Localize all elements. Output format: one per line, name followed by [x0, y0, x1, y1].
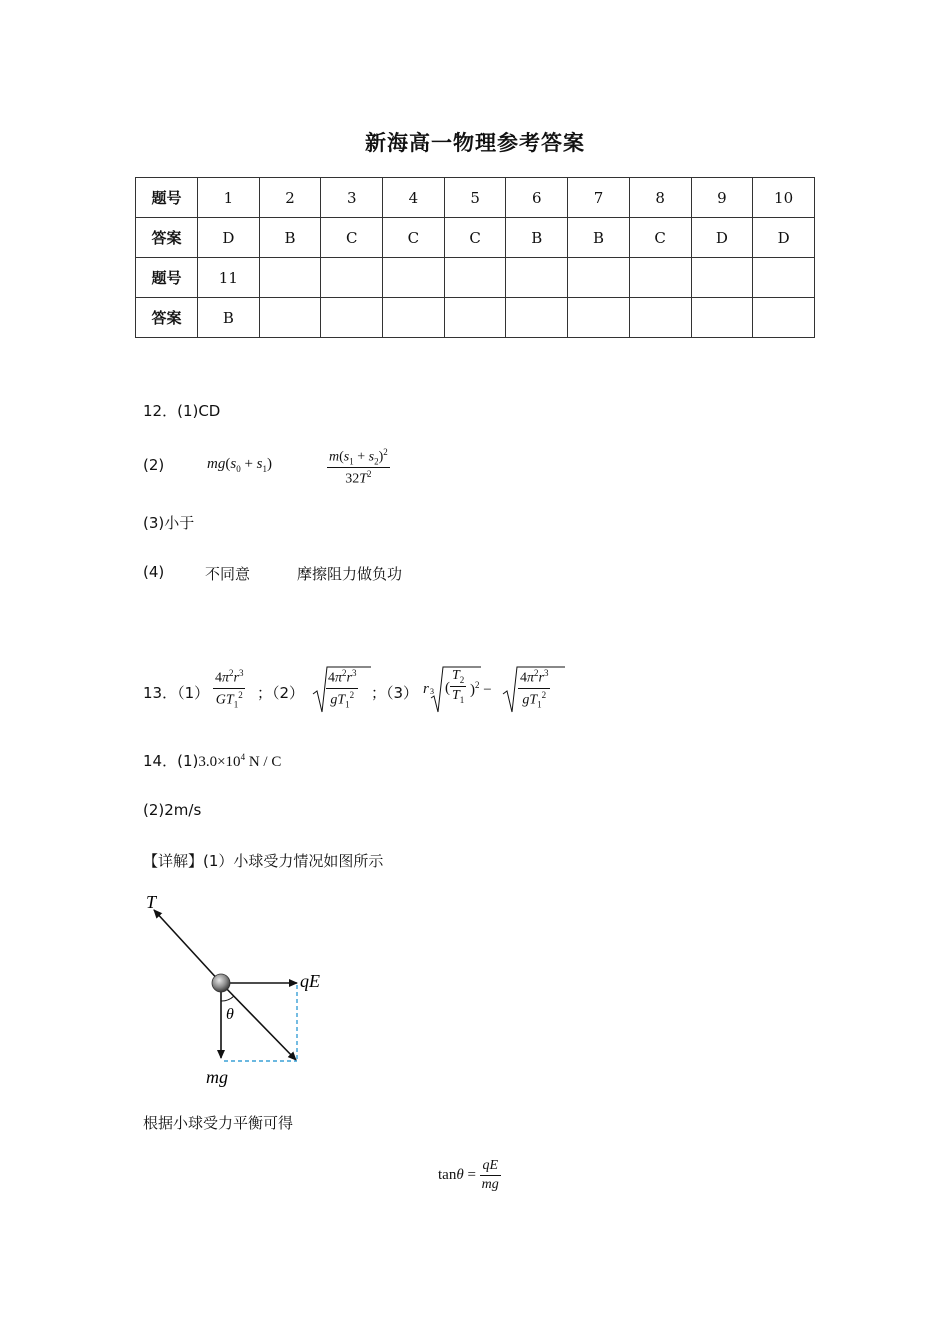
table-cell: [506, 298, 568, 338]
q13-answer-3-lparen: (: [445, 680, 450, 696]
q13-line: [143, 664, 593, 720]
table-cell: 10: [753, 178, 815, 218]
q14-part1-value: $3.0\times 10^4$ N / C: [198, 752, 282, 770]
table-cell: B: [259, 218, 321, 258]
table-cell: 6: [506, 178, 568, 218]
q13-answer-3-r: r: [423, 681, 429, 697]
q13-answer-1: $\frac{4\pi^2r^3}{GT_1^2}$: [215, 668, 244, 710]
table-cell: C: [321, 218, 383, 258]
q14-part1: [143, 750, 281, 771]
table-cell: 9: [691, 178, 753, 218]
table-cell: 8: [629, 178, 691, 218]
table-cell: [691, 298, 753, 338]
q12-part1: 12．(1)CD: [143, 402, 221, 420]
q14-detail: 【详解】(1）小球受力情况如图所示: [143, 852, 384, 870]
tan-formula-frac: $\frac{qE}{mg}$: [481, 1158, 499, 1192]
answer-table: [135, 177, 815, 338]
q12-part2-expr-a: $mg(s_0 + s_1)$: [207, 456, 272, 474]
table-cell: 5: [444, 178, 506, 218]
svg-text:3: 3: [430, 687, 434, 696]
row-header: 答案: [136, 298, 198, 338]
q12-part4-b: 摩擦阻力做负功: [297, 565, 403, 583]
q12-part3: (3)小于: [143, 514, 195, 532]
table-cell: 1: [198, 178, 260, 218]
table-cell: [444, 298, 506, 338]
table-cell: 3: [321, 178, 383, 218]
table-cell: D: [691, 218, 753, 258]
q13-label: 13．（1）: [143, 684, 210, 702]
label-qE: qE: [300, 971, 320, 991]
table-cell: 2: [259, 178, 321, 218]
q12-part4-label: (4): [143, 563, 165, 581]
q12-part2: [143, 447, 543, 487]
page-title: 新海高一物理参考答案: [365, 131, 585, 155]
label-mg: mg: [206, 1067, 228, 1087]
table-cell: D: [753, 218, 815, 258]
q12-part2-label: (2): [143, 456, 165, 474]
table-cell: B: [506, 218, 568, 258]
table-cell: [383, 298, 445, 338]
table-row: [136, 298, 815, 338]
table-cell: [383, 258, 445, 298]
table-cell: [568, 298, 630, 338]
table-row: [136, 258, 815, 298]
table-cell: [753, 298, 815, 338]
row-header: 答案: [136, 218, 198, 258]
tan-formula: tanθ = $\frac{qE}{mg}$: [438, 1158, 499, 1192]
table-cell: B: [198, 298, 260, 338]
table-cell: C: [629, 218, 691, 258]
table-cell: [259, 298, 321, 338]
table-cell: [506, 258, 568, 298]
table-cell: [259, 258, 321, 298]
force-diagram: [140, 888, 340, 1088]
q14-part2: (2)2m/s: [143, 801, 202, 819]
q14-balance: 根据小球受力平衡可得: [143, 1114, 294, 1132]
label-theta: θ: [226, 1006, 234, 1023]
table-cell: 7: [568, 178, 630, 218]
table-cell: [629, 258, 691, 298]
q13-answer-3-ratio: $\frac{T_2}{T_1}$: [452, 668, 465, 705]
ball: [212, 974, 230, 992]
table-row: [136, 218, 815, 258]
table-cell: [568, 258, 630, 298]
theta-arc: [221, 996, 234, 1001]
table-cell: 4: [383, 178, 445, 218]
table-cell: [321, 298, 383, 338]
table-cell: [691, 258, 753, 298]
table-cell: 11: [198, 258, 260, 298]
q12-part2-expr-b: $\frac{m(s_1 + s_2)^2}{32T^2}$: [329, 447, 388, 488]
table-cell: C: [444, 218, 506, 258]
table-cell: [753, 258, 815, 298]
label-T: T: [146, 892, 157, 912]
table-cell: B: [568, 218, 630, 258]
row-header: 题号: [136, 178, 198, 218]
q13-answer-2-frac: $\frac{4\pi^2r^3}{gT_1^2}$: [328, 668, 357, 710]
table-cell: C: [383, 218, 445, 258]
table-cell: [444, 258, 506, 298]
row-header: 题号: [136, 258, 198, 298]
table-cell: [321, 258, 383, 298]
q12-part4-a: 不同意: [205, 565, 251, 583]
tension-arrow: [154, 910, 221, 983]
q14-label: 14．(1): [143, 752, 199, 770]
table-cell: [629, 298, 691, 338]
q13-sep3: ；（3）: [371, 684, 419, 702]
q13-answer-3-rparen: )$^2$ −: [470, 680, 492, 698]
q13-sep2: ；（2）: [257, 684, 305, 702]
q13-answer-3-frac: $\frac{4\pi^2r^3}{gT_1^2}$: [520, 668, 549, 710]
table-cell: D: [198, 218, 260, 258]
table-row: [136, 178, 815, 218]
